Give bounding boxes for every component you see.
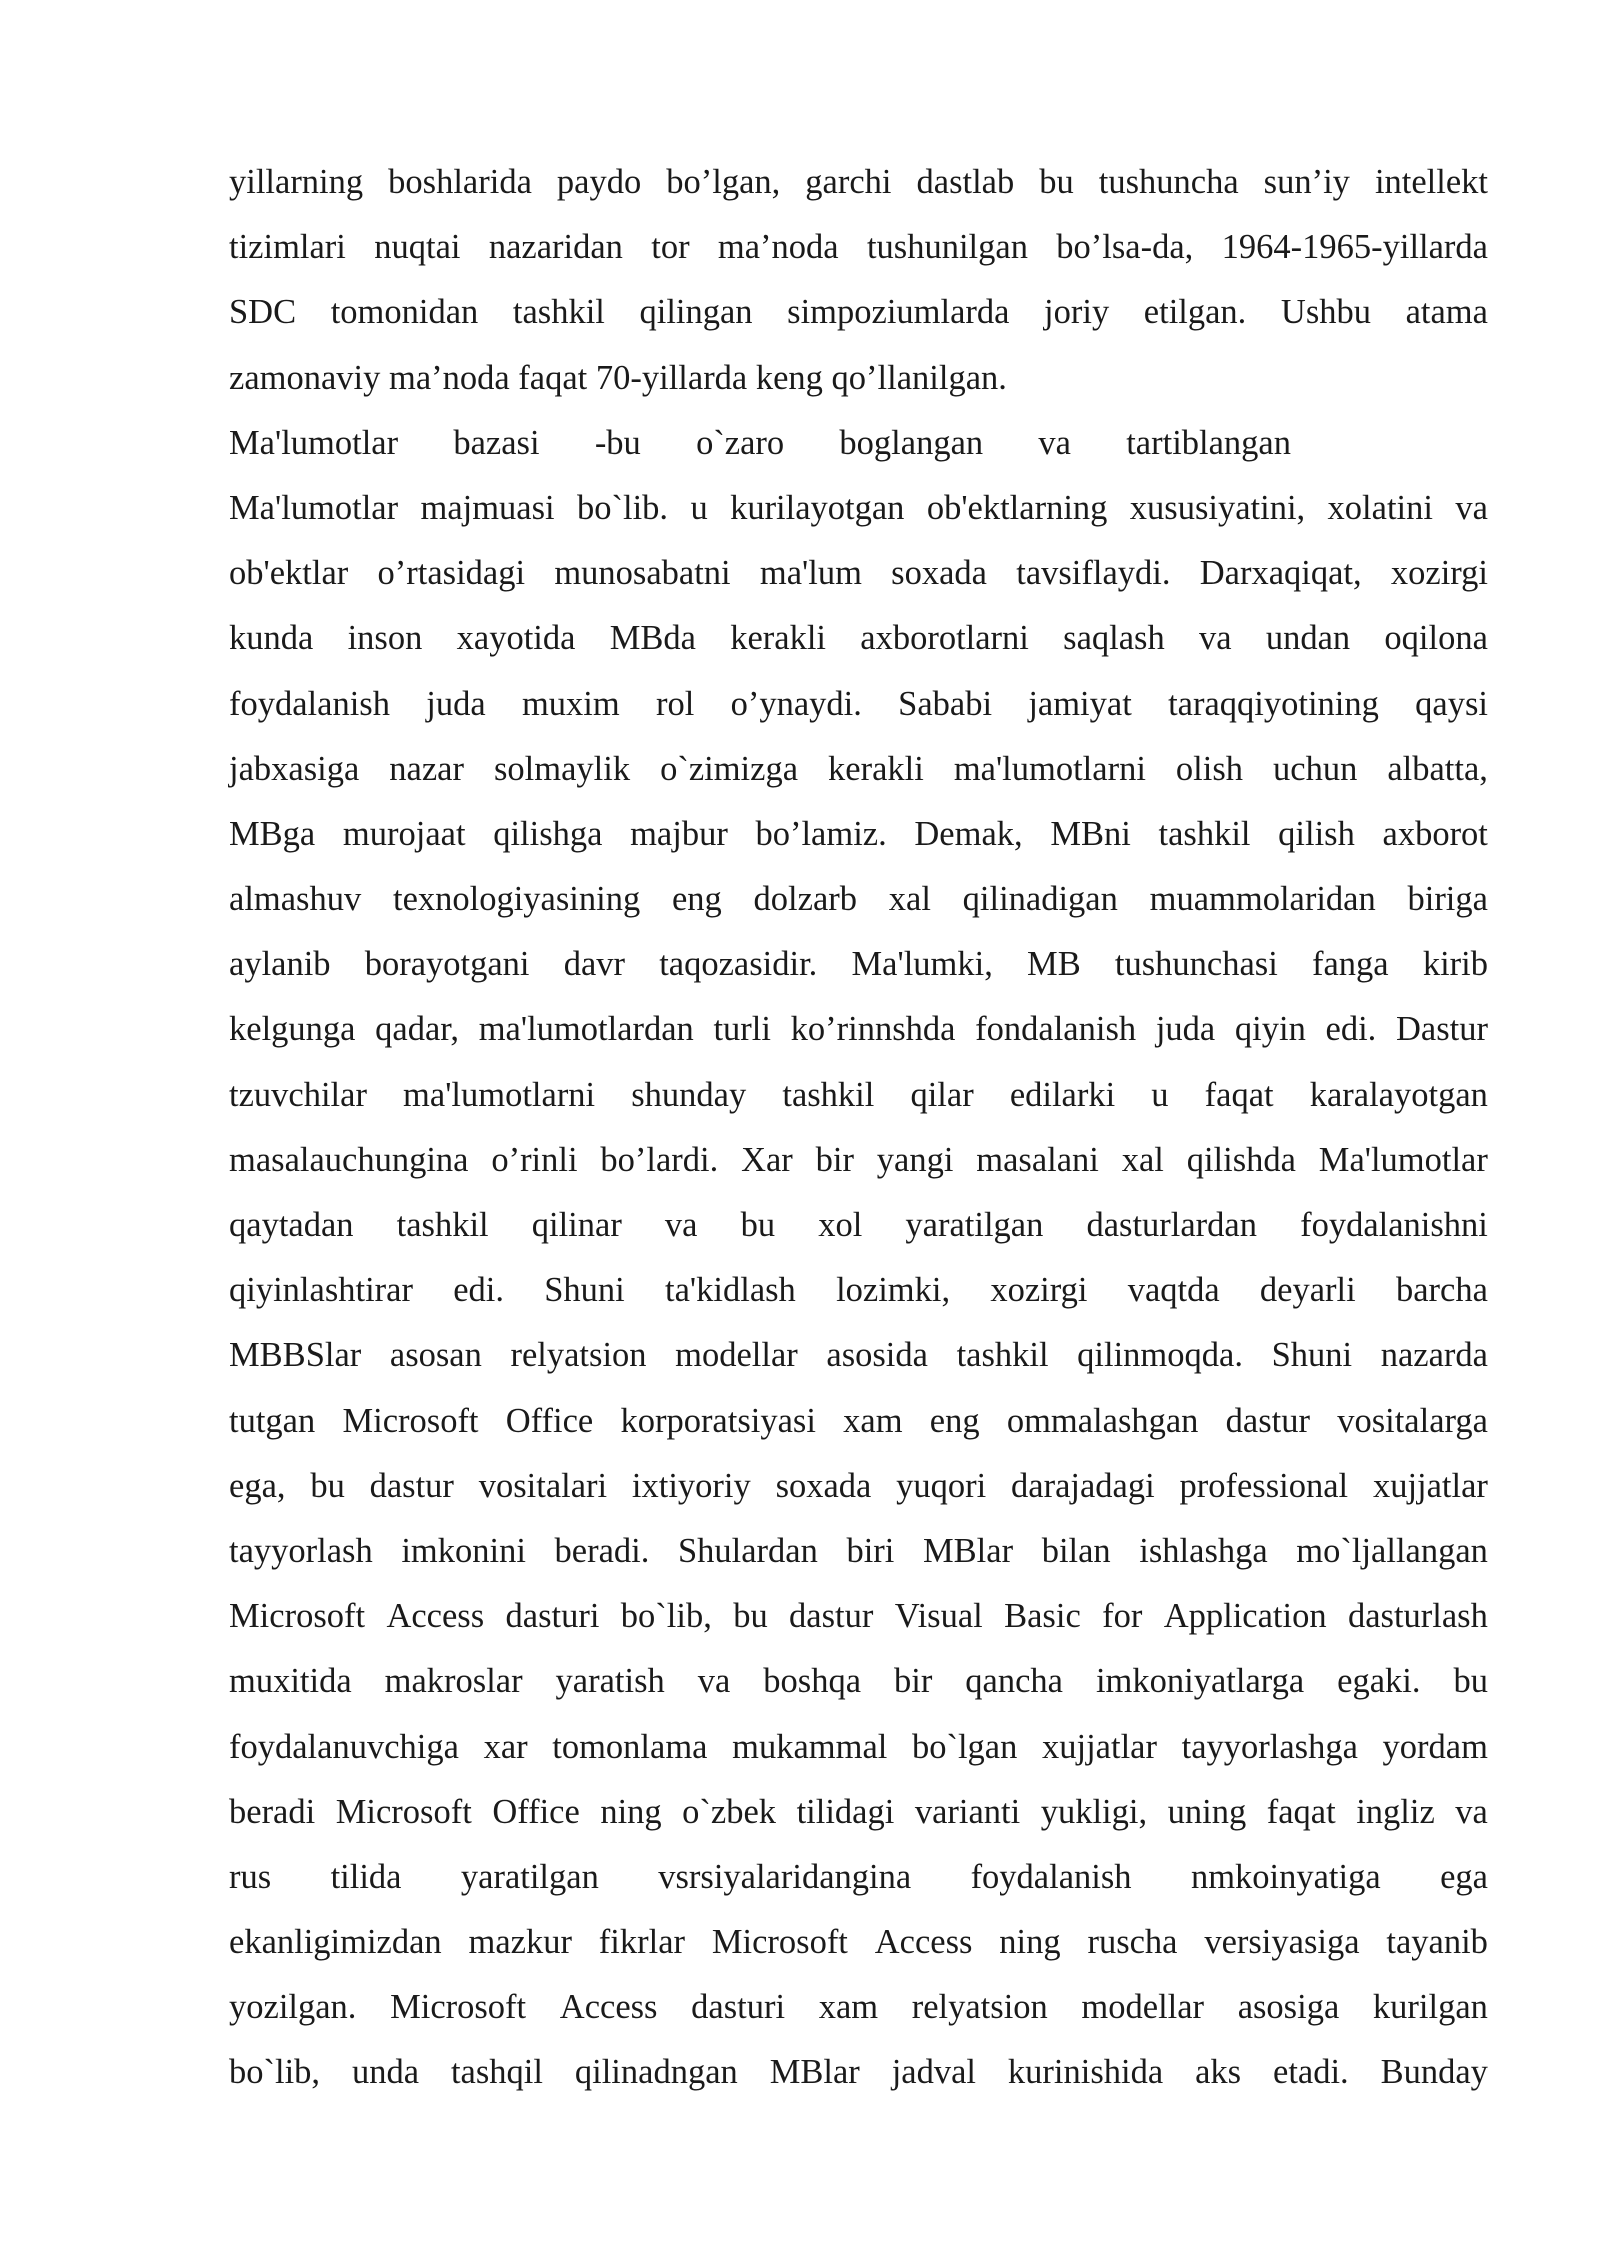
text-line: ega, bu dastur vositalari ixtiyoriy soxada yuqori darajadagi professional xujjatlar bbox=[229, 1466, 1488, 1505]
text-line: yillarning boshlarida paydo bo’lgan, garchi dastlab bu tushuncha sun’iy intellekt bbox=[229, 163, 1488, 201]
text-line: kelgunga qadar, ma'lumotlardan turli ko’rinnshda fondalanish juda qiyin edi. Dastur bbox=[229, 1010, 1488, 1049]
body-text bbox=[229, 150, 1488, 2106]
text-line: Microsoft Access dasturi bo`lib, bu dastur Visual Basic for Application dasturlash bbox=[229, 1597, 1488, 1636]
text-line: aylanib borayotgani davr taqozasidir. Ma'lumki, MB tushunchasi fanga kirib bbox=[229, 945, 1488, 984]
text-line: muxitida makroslar yaratish va boshqa bir qancha imkoniyatlarga egaki. bu bbox=[229, 1662, 1488, 1701]
text-line: tzuvchilar ma'lumotlarni shunday tashkil qilar edilarki u faqat karalayotgan bbox=[229, 1075, 1488, 1114]
text-line: ekanligimizdan mazkur fikrlar Microsoft Access ning ruscha versiyasiga tayanib bbox=[229, 1923, 1488, 1962]
text-line: Ma'lumotlar majmuasi bo`lib. u kurilayotgan ob'ektlarning xususiyatini, xolatini va bbox=[229, 488, 1488, 527]
text-line: MBga murojaat qilishga majbur bo’lamiz. Demak, MBni tashkil qilish axborot bbox=[229, 814, 1488, 853]
text-line: yozilgan. Microsoft Access dasturi xam relyatsion modellar asosiga kurilgan bbox=[229, 1988, 1488, 2027]
text-line: masalauchungina o’rinli bo’lardi. Xar bir yangi masalani xal qilishda Ma'lumotlar bbox=[229, 1140, 1488, 1179]
text-line: beradi Microsoft Office ning o`zbek tilidagi varianti yukligi, uning faqat ingliz va bbox=[229, 1792, 1488, 1831]
text-line: qiyinlashtirar edi. Shuni ta'kidlash lozimki, xozirgi vaqtda deyarli barcha bbox=[229, 1271, 1488, 1310]
text-line: qaytadan tashkil qilinar va bu xol yaratilgan dasturlardan foydalanishni bbox=[229, 1206, 1488, 1244]
text-line: rus tilida yaratilgan vsrsiyalaridangina foydalanish nmkoinyatiga ega bbox=[229, 1857, 1488, 1896]
text-line: zamonaviy ma’noda faqat 70-yillarda keng qo’llanilgan. bbox=[229, 358, 1007, 397]
text-line: bo`lib, unda tashqil qilinadngan MBlar jadval kurinishida aks etadi. Bunday bbox=[229, 2053, 1488, 2092]
text-line: tutgan Microsoft Office korporatsiyasi xam eng ommalashgan dastur vositalarga bbox=[229, 1401, 1488, 1440]
text-line: tayyorlash imkonini beradi. Shulardan biri MBlar bilan ishlashga mo`ljallangan bbox=[229, 1531, 1488, 1570]
text-line: kunda inson xayotida MBda kerakli axborotlarni saqlash va undan oqilona bbox=[229, 619, 1488, 658]
text-line: tizimlari nuqtai nazaridan tor ma’noda tushunilgan bo’lsa-da, 1964-1965-yillarda bbox=[229, 228, 1488, 267]
text-line: Ma'lumotlar bazasi -bu o`zaro boglangan va tartiblangan bbox=[229, 423, 1291, 462]
text-line: foydalanish juda muxim rol o’ynaydi. Sababi jamiyat taraqqiyotining qaysi bbox=[229, 684, 1488, 723]
paragraph bbox=[229, 411, 1488, 2106]
text-line: ob'ektlar o’rtasidagi munosabatni ma'lum soxada tavsiflaydi. Darxaqiqat, xozirgi bbox=[229, 554, 1488, 593]
text-line: MBBSlar asosan relyatsion modellar asosida tashkil qilinmoqda. Shuni nazarda bbox=[229, 1336, 1488, 1375]
text-line: jabxasiga nazar solmaylik o`zimizga kerakli ma'lumotlarni olish uchun albatta, bbox=[229, 749, 1488, 788]
paragraph bbox=[229, 150, 1488, 411]
text-line: foydalanuvchiga xar tomonlama mukammal bo`lgan xujjatlar tayyorlashga yordam bbox=[229, 1727, 1488, 1766]
text-line: SDC tomonidan tashkil qilingan simpoziumlarda joriy etilgan. Ushbu atama bbox=[229, 293, 1488, 332]
text-line: almashuv texnologiyasining eng dolzarb xal qilinadigan muammolaridan biriga bbox=[229, 880, 1488, 919]
